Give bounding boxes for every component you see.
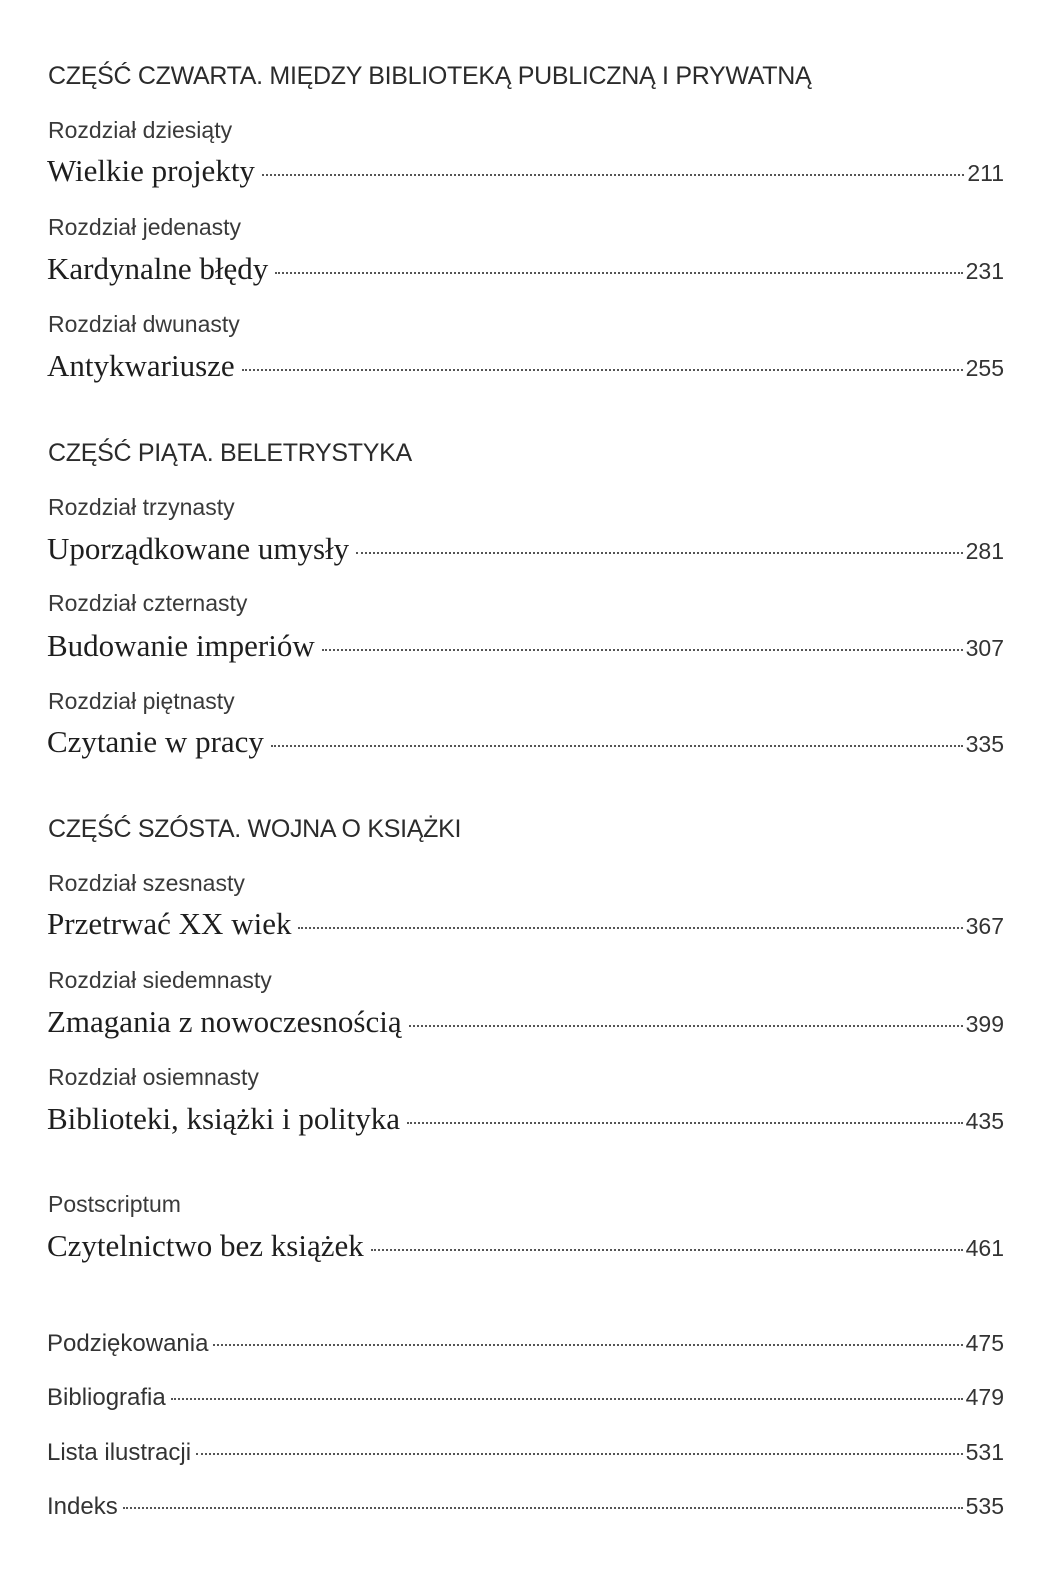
dot-leader xyxy=(356,552,962,554)
toc-entry-illustrations xyxy=(47,1439,1004,1467)
toc-entry-bibliography xyxy=(47,1384,1004,1412)
postscript-label: Postscriptum xyxy=(48,1191,181,1217)
dot-leader xyxy=(262,174,964,176)
chapter-title: Czytanie w pracy xyxy=(47,724,264,759)
page-number: 231 xyxy=(965,258,1004,284)
dot-leader xyxy=(407,1122,963,1124)
chapter-label-16: Rozdział szesnasty xyxy=(48,870,245,896)
page-number: 255 xyxy=(965,355,1004,381)
back-matter-title: Indeks xyxy=(47,1493,118,1520)
chapter-label-10: Rozdział dziesiąty xyxy=(48,117,233,143)
toc-entry-17 xyxy=(47,1004,1004,1040)
chapter-label-17: Rozdział siedemnasty xyxy=(48,967,272,993)
dot-leader xyxy=(213,1344,962,1346)
chapter-label-11: Rozdział jedenasty xyxy=(48,214,242,240)
dot-leader xyxy=(123,1507,963,1509)
page-number: 461 xyxy=(965,1235,1004,1261)
page-number: 475 xyxy=(965,1330,1004,1356)
chapter-title: Biblioteki, książki i polityka xyxy=(47,1101,401,1136)
part-heading-5: CZĘŚĆ PIĄTA. BELETRYSTYKA xyxy=(48,439,412,467)
chapter-title: Budowanie imperiów xyxy=(47,628,315,663)
toc-entry-postscript xyxy=(47,1228,1004,1264)
page-number: 435 xyxy=(965,1108,1004,1134)
dot-leader xyxy=(371,1249,963,1251)
page-number: 335 xyxy=(965,731,1004,757)
toc-entry-14 xyxy=(47,628,1004,664)
toc-entry-11 xyxy=(47,251,1004,287)
page-number: 307 xyxy=(965,635,1004,661)
chapter-label-13: Rozdział trzynasty xyxy=(48,494,235,520)
toc-entry-index xyxy=(47,1493,1004,1521)
back-matter-title: Podziękowania xyxy=(47,1330,209,1357)
page-number: 367 xyxy=(965,913,1004,939)
postscript-title: Czytelnictwo bez książek xyxy=(47,1228,364,1263)
toc-entry-acknowledgements xyxy=(47,1330,1004,1358)
chapter-title: Zmagania z nowoczesnością xyxy=(47,1004,402,1039)
dot-leader xyxy=(171,1398,963,1400)
chapter-label-15: Rozdział piętnasty xyxy=(48,688,235,714)
chapter-title: Przetrwać XX wiek xyxy=(47,906,292,941)
chapter-title: Antykwariusze xyxy=(47,348,235,383)
dot-leader xyxy=(298,927,962,929)
part-heading-6: CZĘŚĆ SZÓSTA. WOJNA O KSIĄŻKI xyxy=(48,815,462,843)
toc-entry-10 xyxy=(47,153,1004,189)
page-number: 399 xyxy=(965,1011,1004,1037)
dot-leader xyxy=(322,649,963,651)
page-number: 535 xyxy=(965,1493,1004,1519)
page-number: 479 xyxy=(965,1384,1004,1410)
chapter-title: Uporządkowane umysły xyxy=(47,531,350,566)
toc-entry-13 xyxy=(47,531,1004,567)
page-number: 211 xyxy=(967,160,1004,186)
dot-leader xyxy=(196,1453,963,1455)
dot-leader xyxy=(271,745,963,747)
dot-leader xyxy=(275,272,962,274)
page-number: 531 xyxy=(965,1439,1004,1465)
toc-entry-15 xyxy=(47,724,1004,760)
chapter-label-18: Rozdział osiemnasty xyxy=(48,1064,259,1090)
chapter-title: Wielkie projekty xyxy=(47,153,255,188)
toc-entry-18 xyxy=(47,1101,1004,1137)
page-number: 281 xyxy=(965,538,1004,564)
part-heading-4: CZĘŚĆ CZWARTA. MIĘDZY BIBLIOTEKĄ PUBLICZNĄ I PRYWATNĄ xyxy=(48,62,812,90)
chapter-title: Kardynalne błędy xyxy=(47,251,269,286)
dot-leader xyxy=(409,1025,963,1027)
toc-entry-12 xyxy=(47,348,1004,384)
back-matter-title: Bibliografia xyxy=(47,1384,166,1411)
chapter-label-14: Rozdział czternasty xyxy=(48,590,248,616)
toc-entry-16 xyxy=(47,906,1004,942)
chapter-label-12: Rozdział dwunasty xyxy=(48,311,240,337)
dot-leader xyxy=(242,369,963,371)
back-matter-title: Lista ilustracji xyxy=(47,1439,192,1466)
